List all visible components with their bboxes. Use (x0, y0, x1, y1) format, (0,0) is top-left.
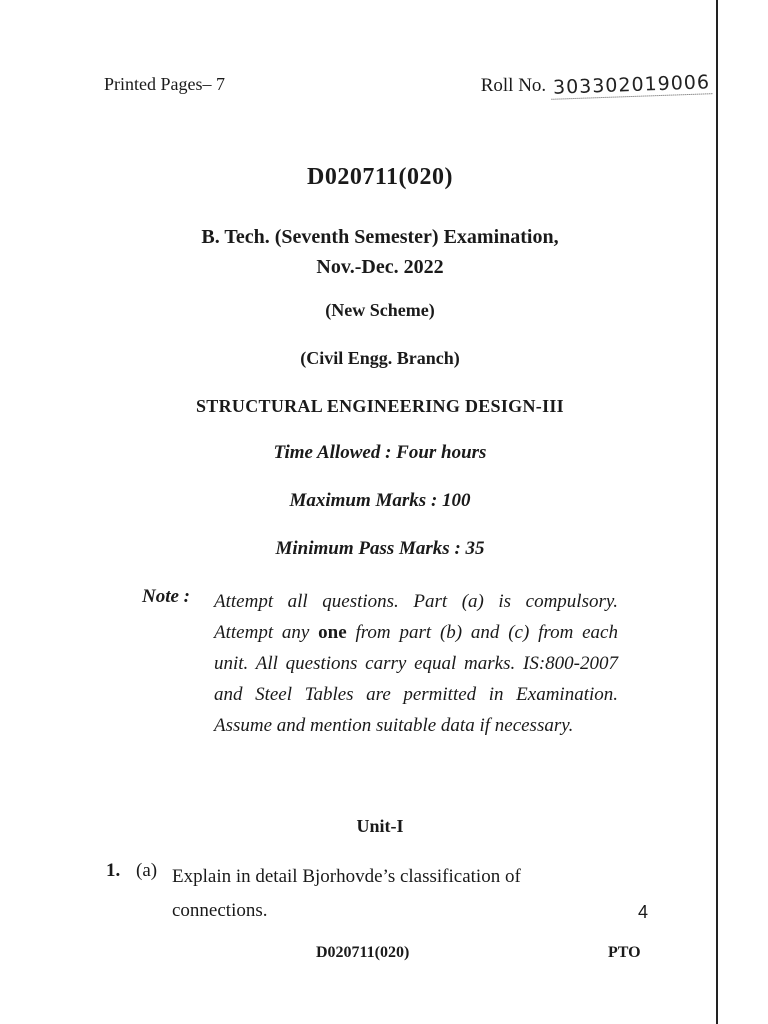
note-text-before: Attempt all questions. Part (a) is compulsory. Attempt any (214, 591, 618, 643)
roll-value: 303302019006 (551, 71, 713, 100)
question-part: (a) (136, 860, 158, 881)
branch: (Civil Engg. Branch) (300, 348, 460, 368)
maximum-marks: Maximum Marks : 100 (289, 490, 471, 511)
note-body (214, 586, 618, 741)
roll-label: Roll No. (480, 75, 547, 96)
footer-pto: PTO (608, 944, 641, 961)
exam-title-line1: B. Tech. (Seventh Semester) Examination, (201, 226, 559, 248)
printed-pages: Printed Pages– 7 (104, 74, 225, 94)
minimum-pass-marks: Minimum Pass Marks : 35 (275, 538, 485, 559)
note-text-after: from part (b) and (c) from each unit. All questions carry equal marks. IS:800-2007 and Steel Tables are permitted in Examination. Assume and mention suitable data if necessary. (214, 622, 618, 736)
paper-code: D020711(020) (307, 164, 453, 190)
instructions-note (142, 586, 618, 741)
scheme: (New Scheme) (325, 300, 435, 320)
page-edge-line (716, 0, 718, 1024)
question-1 (106, 860, 654, 928)
footer-paper-code: D020711(020) (316, 944, 410, 961)
roll-number (480, 71, 712, 99)
exam-title (90, 222, 670, 282)
note-emphasis: one (318, 622, 347, 643)
question-text: Explain in detail Bjorhovde’s classification of connections. (172, 866, 521, 921)
question-number: 1. (106, 860, 121, 881)
exam-title-line2: Nov.-Dec. 2022 (316, 256, 444, 278)
time-allowed: Time Allowed : Four hours (273, 442, 487, 463)
unit-heading: Unit-I (356, 816, 404, 836)
header-row (104, 68, 712, 108)
note-label: Note : (142, 586, 191, 607)
question-marks: 4 (637, 902, 648, 922)
subject-title: STRUCTURAL ENGINEERING DESIGN-III (196, 396, 564, 416)
